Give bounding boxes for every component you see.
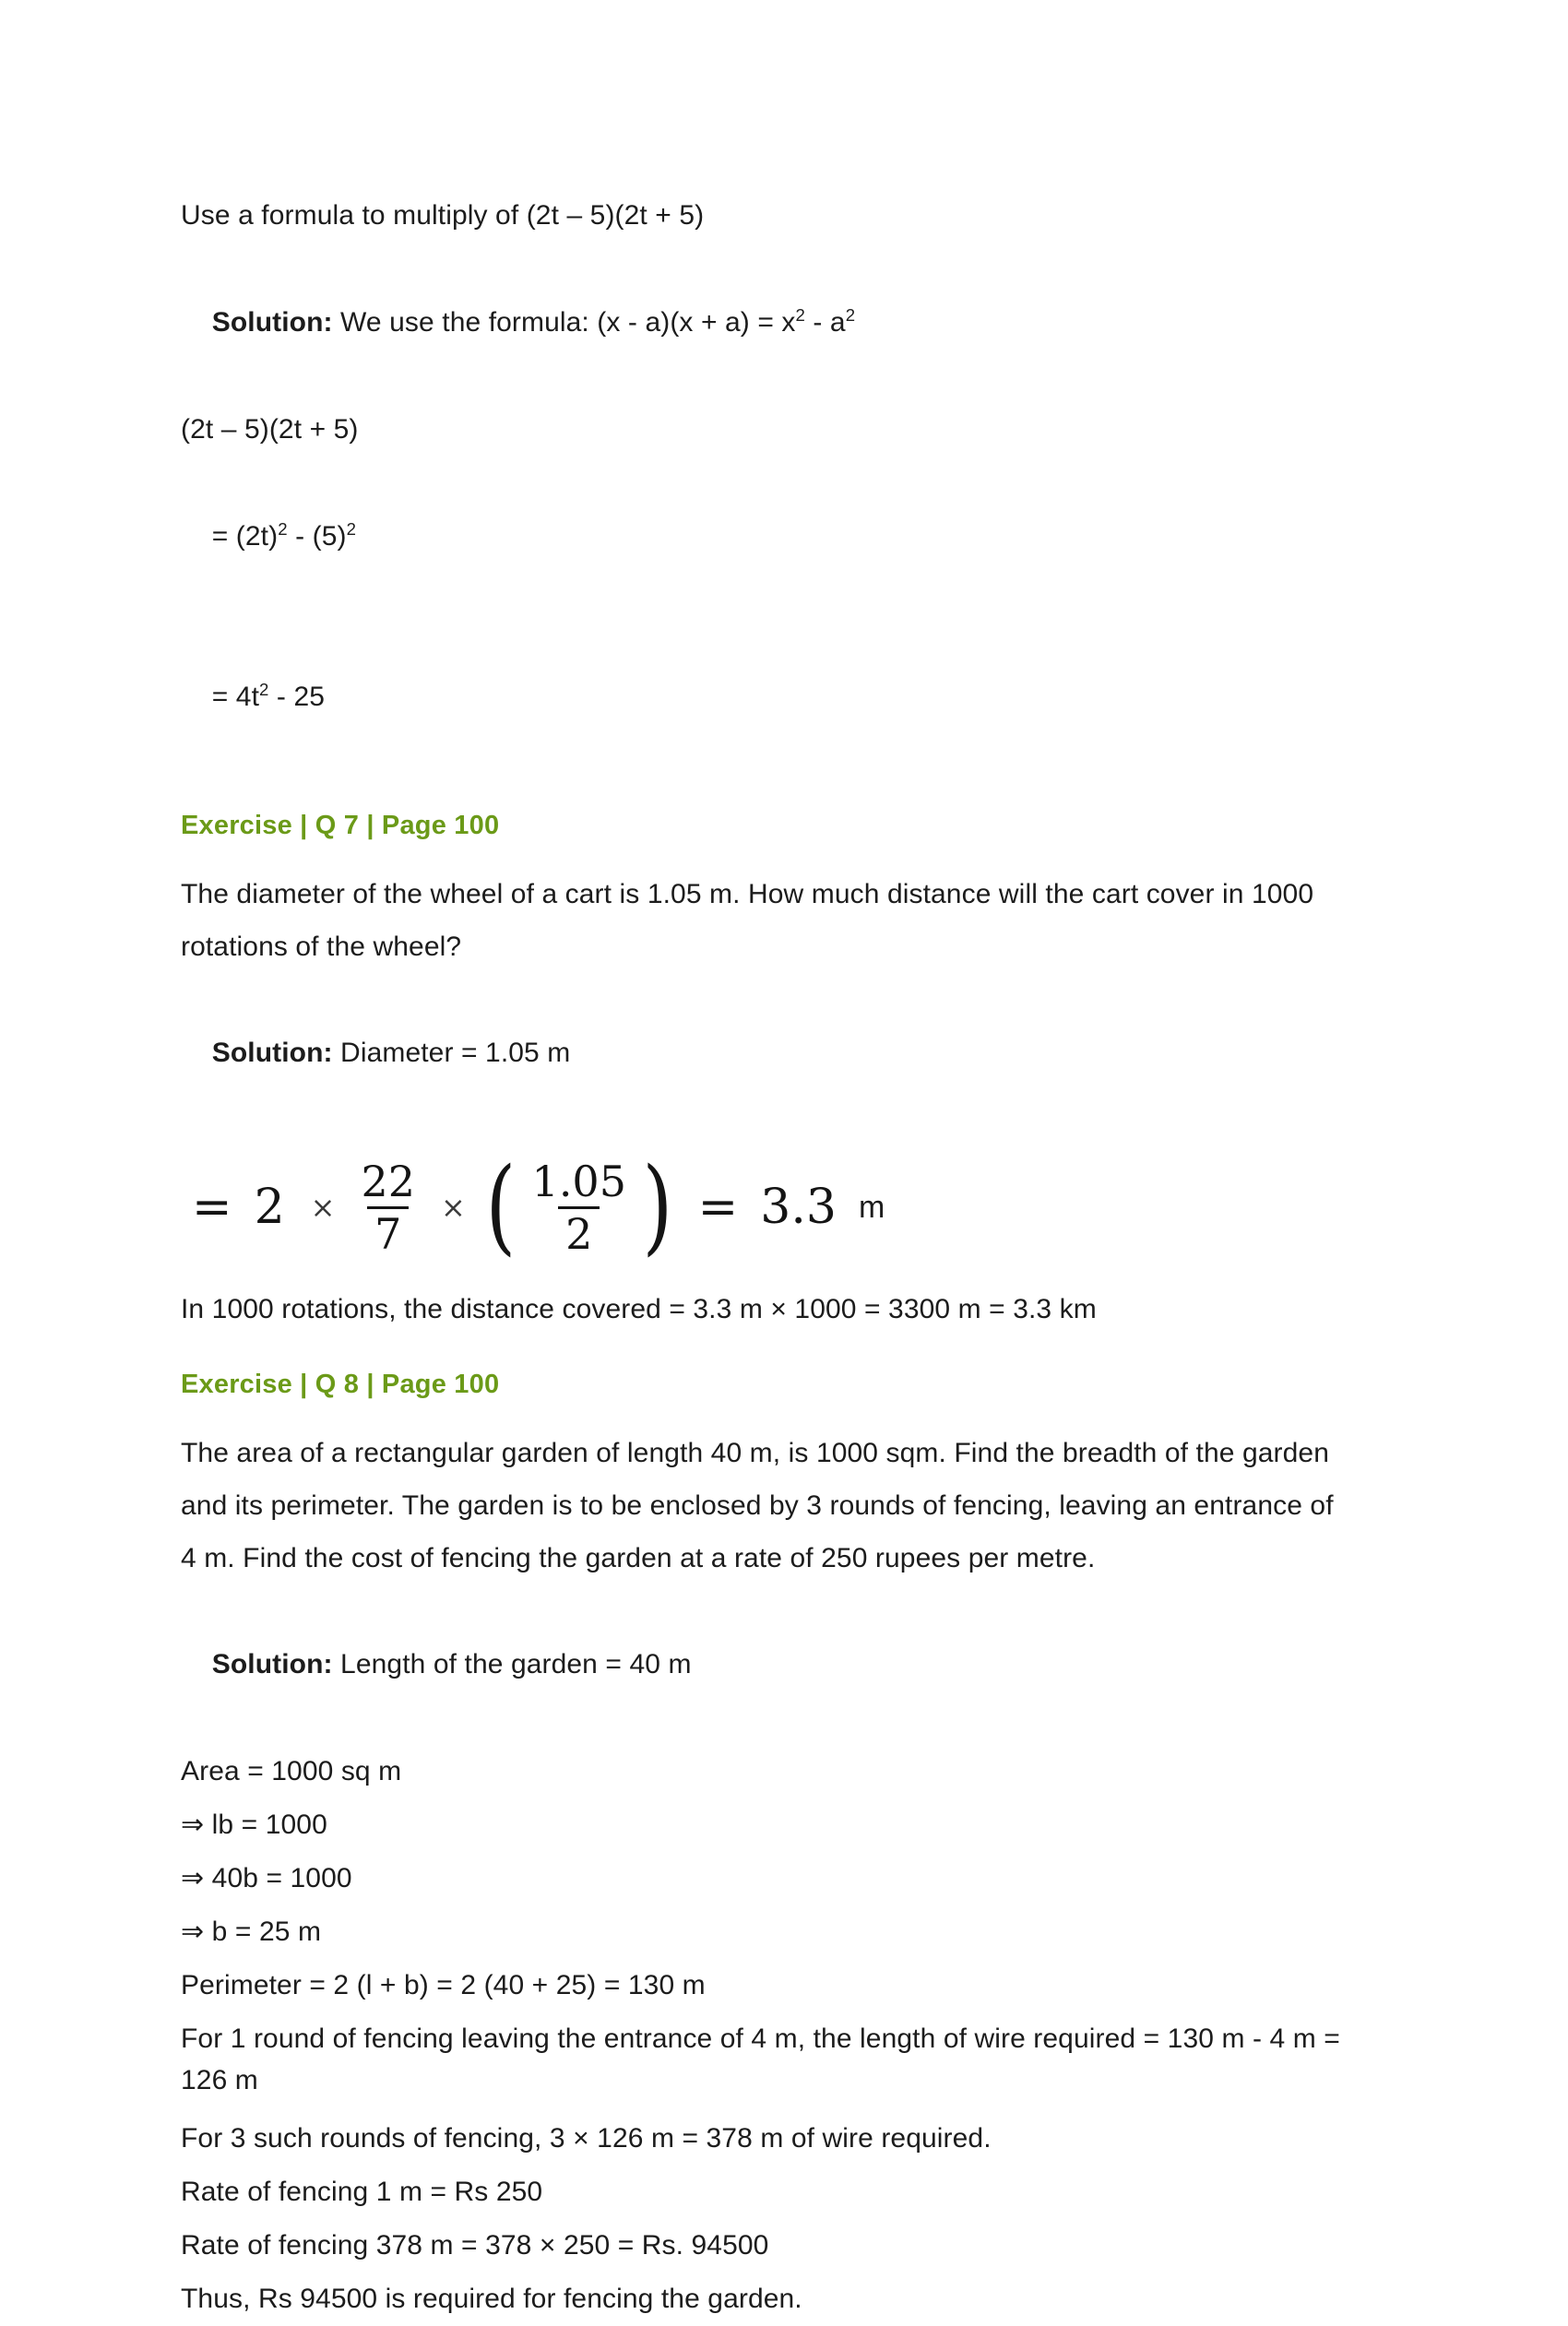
q7-conclusion: In 1000 rotations, the distance covered = 3.3 m × 1000 = 3300 m = 3.3 km bbox=[181, 1294, 1097, 1324]
fraction-numerator: 1.05 bbox=[531, 1156, 626, 1206]
multiply-icon: × bbox=[310, 1190, 336, 1225]
solution-label: Solution: bbox=[211, 307, 333, 338]
solution-label: Solution: bbox=[211, 1649, 333, 1679]
fraction-denominator: 2 bbox=[558, 1206, 600, 1255]
q6-step3-post: - 25 bbox=[268, 682, 326, 712]
q8-step-rounds: For 3 such rounds of fencing, 3 × 126 m = 378 m of wire required. bbox=[181, 2123, 992, 2154]
spacer bbox=[181, 1336, 1356, 1366]
spacer bbox=[181, 2101, 1356, 2112]
spacer bbox=[181, 844, 1356, 868]
q6-step2-mid: - (5) bbox=[287, 521, 347, 552]
q8-step-lb: ⇒ lb = 1000 bbox=[181, 1810, 327, 1840]
exercise-heading-q8: Exercise | Q 8 | Page 100 bbox=[181, 1370, 500, 1399]
fraction-105-over-2 bbox=[525, 1156, 634, 1259]
q8-step-b: ⇒ b = 25 m bbox=[181, 1917, 322, 1947]
paren-close-icon: ) bbox=[642, 1146, 673, 1267]
q8-step-rate-378m: Rate of fencing 378 m = 378 × 250 = Rs. 94500 bbox=[181, 2230, 769, 2261]
q6-step-2 bbox=[181, 457, 1356, 617]
q6-step-3 bbox=[181, 617, 1356, 777]
q6-solution-line bbox=[181, 243, 1356, 403]
q8-conclusion: Thus, Rs 94500 is required for fencing the garden. bbox=[181, 2284, 802, 2314]
q8-step-wire-length: For 1 round of fencing leaving the entrance of 4 m, the length of wire required = 130 m - 4 m = 126 m bbox=[181, 2023, 1340, 2095]
spacer bbox=[181, 777, 1356, 807]
fraction-denominator: 7 bbox=[367, 1206, 409, 1255]
q7-question: The diameter of the wheel of a cart is 1.05 m. How much distance will the cart cover in 1000 rotations of the wheel? bbox=[181, 879, 1314, 962]
q6-step3-sup: 2 bbox=[259, 680, 269, 699]
q7-display-formula bbox=[181, 1146, 1356, 1267]
spacer bbox=[181, 1403, 1356, 1427]
multiply-icon: × bbox=[441, 1190, 466, 1225]
fraction-numerator: 22 bbox=[361, 1156, 416, 1206]
q6-question: Use a formula to multiply of (2t – 5)(2t + 5) bbox=[181, 200, 705, 231]
q6-sup-x2: 2 bbox=[795, 305, 805, 325]
q6-step2-sup2: 2 bbox=[346, 519, 357, 539]
formula-equals: = bbox=[192, 1180, 232, 1235]
q7-solution-text: Diameter = 1.05 m bbox=[332, 1038, 571, 1068]
q8-step-40b: ⇒ 40b = 1000 bbox=[181, 1863, 352, 1893]
q8-step-area: Area = 1000 sq m bbox=[181, 1756, 402, 1786]
q8-question: The area of a rectangular garden of length 40 m, is 1000 sqm. Find the breadth of the garden and its perimeter. The garden is to be enclosed by 3 rounds of fencing, leaving an entrance of 4 m. Find the cost of fencing the garden at a rate of 250 rupees per metre. bbox=[181, 1438, 1334, 1573]
formula-factor-2: 2 bbox=[254, 1180, 285, 1235]
formula-equals-2: = bbox=[697, 1180, 739, 1235]
formula-unit: m bbox=[858, 1189, 885, 1225]
q6-step-1: (2t – 5)(2t + 5) bbox=[181, 414, 359, 445]
solution-label: Solution: bbox=[211, 1038, 333, 1068]
q6-step3-pre: = 4t bbox=[211, 682, 260, 712]
q6-sup-a2: 2 bbox=[845, 305, 856, 325]
q6-step2-sup1: 2 bbox=[278, 519, 288, 539]
paren-open-icon: ( bbox=[485, 1146, 517, 1267]
q8-step-rate-1m: Rate of fencing 1 m = Rs 250 bbox=[181, 2177, 543, 2207]
q8-solution-text: Length of the garden = 40 m bbox=[332, 1649, 692, 1679]
fraction-22-over-7 bbox=[353, 1156, 422, 1259]
q6-solution-intro: We use the formula: (x - a)(x + a) = x bbox=[332, 307, 796, 338]
q6-solution-mid: - a bbox=[804, 307, 846, 338]
q6-step2-pre: = (2t) bbox=[211, 521, 279, 552]
q8-step-perimeter: Perimeter = 2 (l + b) = 2 (40 + 25) = 130 m bbox=[181, 1970, 706, 2000]
q7-solution-line bbox=[181, 973, 1356, 1133]
q8-solution-line bbox=[181, 1584, 1356, 1745]
exercise-heading-q7: Exercise | Q 7 | Page 100 bbox=[181, 811, 500, 840]
formula-result: 3.3 bbox=[760, 1180, 837, 1235]
